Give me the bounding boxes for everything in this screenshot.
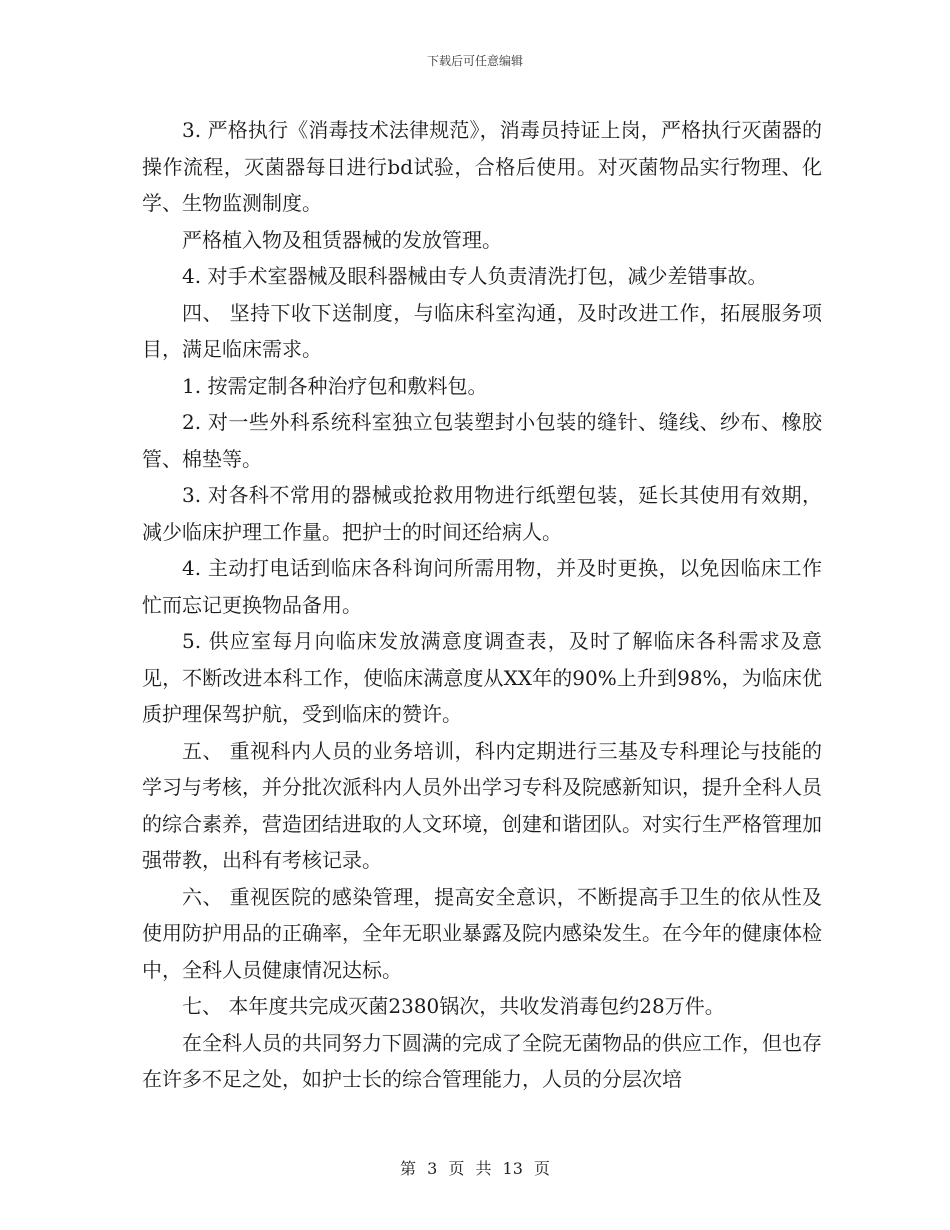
document-body (142, 112, 822, 1098)
paragraph: 在全科人员的共同努力下圆满的完成了全院无菌物品的供应工作，但也存在许多不足之处，如护士长的综合管理能力，人员的分层次培 (142, 1030, 822, 1091)
paragraph: 3. 严格执行《消毒技术法律规范》，消毒员持证上岗，严格执行灭菌器的操作流程，灭菌器每日进行bd试验，合格后使用。对灭菌物品实行物理、化学、生物监测制度。 (142, 118, 822, 215)
page-footer: 第 3 页 共 13 页 (400, 1159, 550, 1178)
page-header: 下载后可任意编辑 (426, 54, 523, 68)
paragraph: 严格植入物及租赁器械的发放管理。 (182, 227, 502, 252)
paragraph: 六、 重视医院的感染管理，提高安全意识，不断提高手卫生的依从性及使用防护用品的正确率，全年无职业暴露及院内感染发生。在今年的健康体检中，全科人员健康情况达标。 (142, 884, 822, 982)
paragraph: 5. 供应室每月向临床发放满意度调查表，及时了解临床各科需求及意见，不断改进本科工作，使临床满意度从XX年的90%上升到98%，为临床优质护理保驾护航，受到临床的赞许。 (142, 629, 822, 726)
paragraph: 五、 重视科内人员的业务培训，科内定期进行三基及专科理论与技能的学习与考核，并分批次派科内人员外出学习专科及院感新知识，提升全科人员的综合素养，营造团结进取的人文环境，创建和谐团队。对实行生严格管理加强带教，出科有考核记录。 (142, 738, 822, 872)
paragraph: 四、 坚持下收下送制度，与临床科室沟通，及时改进工作，拓展服务项目，满足临床需求。 (142, 300, 822, 361)
paragraph: 1. 按需定制各种治疗包和敷料包。 (182, 373, 488, 398)
paragraph: 3. 对各科不常用的器械或抢救用物进行纸塑包装，延长其使用有效期，减少临床护理工作量。把护士的时间还给病人。 (142, 483, 822, 544)
paragraph: 4. 对手术室器械及眼科器械由专人负责清洗打包，减少差错事故。 (182, 264, 768, 288)
paragraph: 4. 主动打电话到临床各科询问所需用物，并及时更换，以免因临床工作忙而忘记更换物品备用。 (142, 556, 822, 617)
paragraph: 2. 对一些外科系统科室独立包装塑封小包装的缝针、缝线、纱布、橡胶管、棉垫等。 (142, 410, 822, 471)
paragraph: 七、 本年度共完成灭菌2380锅次，共收发消毒包约28万件。 (182, 994, 725, 1018)
